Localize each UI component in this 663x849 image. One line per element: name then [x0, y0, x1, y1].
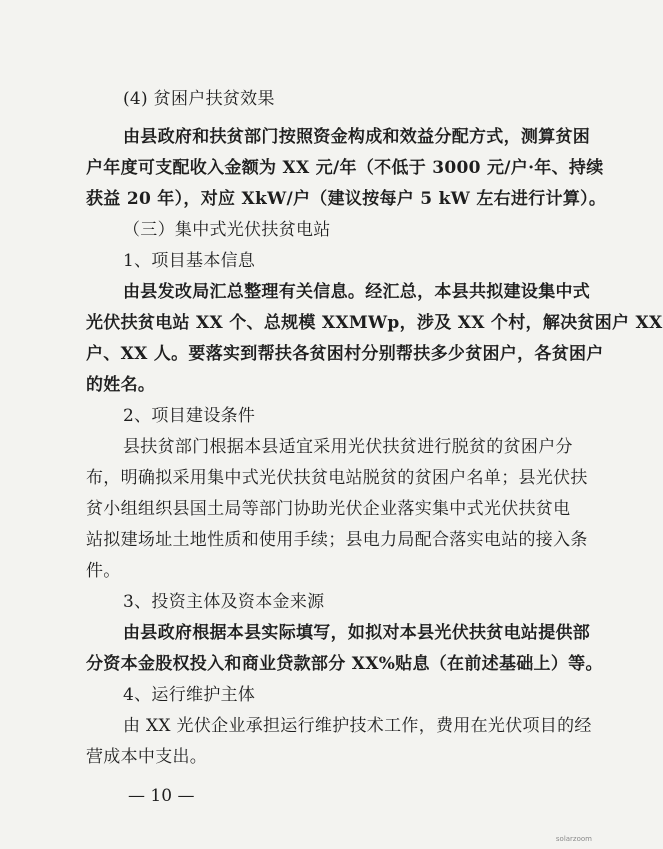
text-line: 4、运行维护主体	[123, 685, 256, 705]
text-line: 户年度可支配收入金额为 XX 元/年（不低于 3000 元/户·年、持续	[86, 158, 604, 178]
text-line: 营成本中支出。	[86, 747, 208, 767]
text-line: 由县政府根据本县实际填写，如拟对本县光伏扶贫电站提供部	[123, 623, 591, 643]
text-line: 2、项目建设条件	[123, 406, 256, 426]
text-line: 件。	[86, 561, 121, 581]
page-number: — 10 —	[128, 786, 195, 806]
text-line: 站拟建场址土地性质和使用手续；县电力局配合落实电站的接入条	[86, 530, 588, 550]
text-line: 县扶贫部门根据本县适宜采用光伏扶贫进行脱贫的贫困户分	[123, 437, 573, 457]
text-line: （三）集中式光伏扶贫电站	[123, 220, 331, 240]
text-line: 3、投资主体及资本金来源	[123, 592, 325, 612]
watermark: solarzoom	[555, 835, 592, 843]
text-line: 由县政府和扶贫部门按照资金构成和效益分配方式，测算贫困	[123, 127, 591, 147]
text-line: 布，明确拟采用集中式光伏扶贫电站脱贫的贫困户名单；县光伏扶	[86, 468, 588, 488]
text-line: 光伏扶贫电站 XX 个、总规模 XXMWp，涉及 XX 个村，解决贫困户 XX	[86, 313, 663, 333]
text-line: 获益 20 年），对应 XkW/户（建议按每户 5 kW 左右进行计算）。	[86, 189, 607, 209]
text-line: 由 XX 光伏企业承担运行维护技术工作，费用在光伏项目的经	[123, 716, 592, 736]
text-line: (4) 贫困户扶贫效果	[123, 89, 275, 109]
text-line: 由县发改局汇总整理有关信息。经汇总，本县共拟建设集中式	[123, 282, 591, 302]
text-line: 户、XX 人。要落实到帮扶各贫困村分别帮扶多少贫困户，各贫困户	[86, 344, 604, 364]
text-line: 分资本金股权投入和商业贷款部分 XX%贴息（在前述基础上）等。	[86, 654, 603, 674]
text-line: 的姓名。	[86, 375, 156, 395]
text-line: 1、项目基本信息	[123, 251, 256, 271]
text-line: 贫小组组织县国土局等部门协助光伏企业落实集中式光伏扶贫电	[86, 499, 571, 519]
